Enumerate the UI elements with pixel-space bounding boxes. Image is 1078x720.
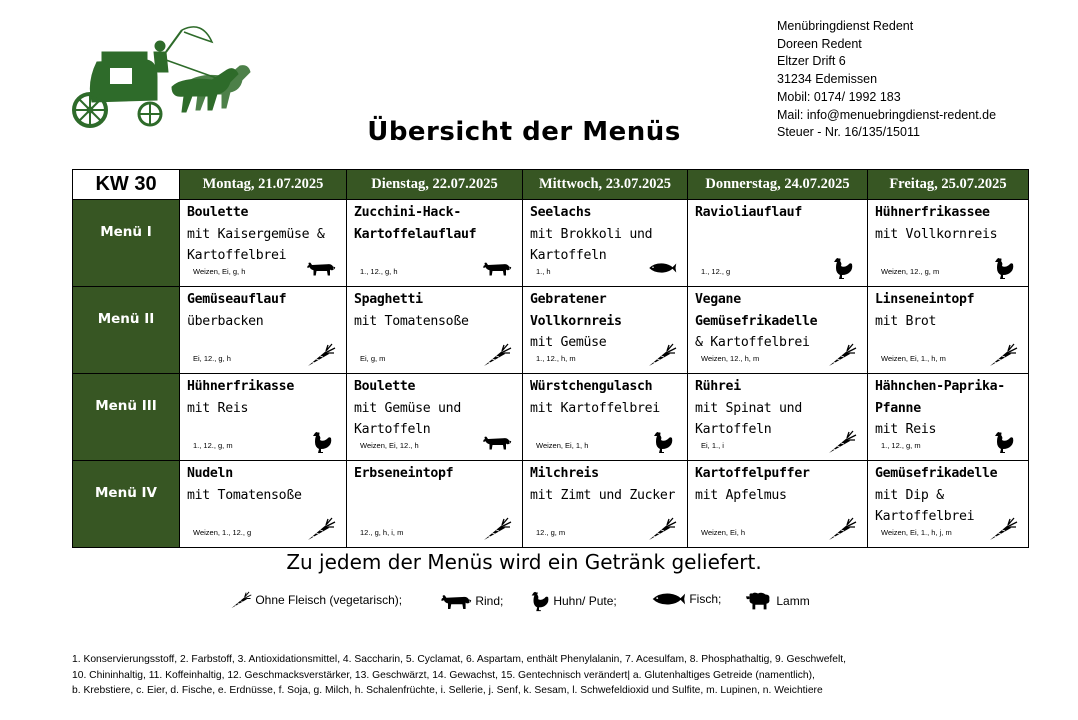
legend-item-lamb — [745, 590, 810, 612]
dish-description: mit Spinat und Kartoffeln — [695, 400, 802, 437]
dish-title: Linseneintopf — [875, 292, 975, 307]
cow-icon — [482, 256, 512, 280]
menu-cell — [688, 287, 868, 374]
menu-cell — [180, 374, 347, 461]
allergen-codes: 1., 12., h, m — [536, 354, 576, 363]
dish-title: Gebratener Vollkornreis — [530, 292, 622, 329]
carrot-icon — [827, 430, 857, 454]
email: Mail: info@menuebringdienst-redent.de — [777, 107, 997, 122]
legend-label: Fisch; — [689, 592, 722, 606]
menu-cell — [180, 461, 347, 548]
allergen-codes: 12., g, h, i, m — [360, 528, 404, 537]
cow-icon — [482, 430, 512, 454]
allergen-codes: Weizen, Ei, 1, h — [536, 441, 589, 450]
week-label: KW 30 — [73, 170, 180, 200]
dish-title: Spaghetti — [354, 292, 423, 307]
dish-name — [354, 202, 518, 245]
dish-title: Kartoffelpuffer — [695, 466, 810, 481]
dish-name — [187, 463, 342, 506]
legend-item-beef — [440, 590, 503, 612]
menu-row-label: Menü II — [73, 287, 180, 374]
dish-name — [187, 376, 342, 419]
street: Eltzer Drift 6 — [777, 54, 846, 69]
drink-note: Zu jedem der Menüs wird ein Getränk geliefert. — [286, 550, 762, 574]
menu-cell — [868, 461, 1029, 548]
dish-description: mit Tomatensoße — [187, 487, 302, 503]
chicken-icon — [528, 590, 550, 612]
menu-row-label: Menü I — [73, 200, 180, 287]
dish-title: Gemüsefrikadelle — [875, 466, 998, 481]
menu-cell — [347, 461, 523, 548]
menu-cell — [347, 287, 523, 374]
menu-cell — [347, 200, 523, 287]
menu-row — [73, 287, 1029, 374]
dish-name — [354, 289, 518, 332]
dish-description: mit Tomatensoße — [354, 313, 469, 329]
allergen-codes: 1., h — [536, 267, 551, 276]
dish-name — [875, 289, 1024, 332]
dish-name — [530, 463, 683, 506]
day-header-wednesday: Mittwoch, 23.07.2025 — [523, 170, 688, 200]
menu-row — [73, 461, 1029, 548]
menu-cell — [523, 461, 688, 548]
menu-cell — [688, 461, 868, 548]
menu-cell — [180, 287, 347, 374]
dish-title: Nudeln — [187, 466, 233, 481]
carrot-icon — [482, 517, 512, 541]
allergen-codes: Weizen, Ei, 1., h, j, m — [881, 528, 952, 537]
day-header-friday: Freitag, 25.07.2025 — [868, 170, 1029, 200]
menu-table — [72, 169, 1029, 548]
legend-label: Ohne Fleisch (vegetarisch); — [255, 593, 403, 607]
dish-description: überbacken — [187, 313, 264, 329]
day-header-thursday: Donnerstag, 24.07.2025 — [688, 170, 868, 200]
dish-title: Boulette — [187, 205, 249, 220]
dish-title: Vegane Gemüsefrikadelle — [695, 292, 818, 329]
allergen-codes: 1., 12., g, m — [193, 441, 233, 450]
allergen-footnotes — [72, 652, 1032, 699]
legend-label: Huhn/ Pute; — [553, 594, 617, 608]
day-header-monday: Montag, 21.07.2025 — [180, 170, 347, 200]
allergen-codes: Weizen, Ei, g, h — [193, 267, 246, 276]
chicken-icon — [306, 430, 336, 454]
dish-title: Würstchengulasch — [530, 379, 653, 394]
allergen-codes: 1., 12., g, m — [881, 441, 921, 450]
dish-description: mit Brot — [875, 313, 937, 329]
carrot-icon — [647, 517, 677, 541]
tax-number: Steuer - Nr. 16/135/15011 — [777, 125, 920, 140]
legend-label: Lamm — [776, 594, 810, 608]
dish-name — [695, 463, 863, 506]
carrot-icon — [827, 517, 857, 541]
dish-title: Milchreis — [530, 466, 599, 481]
dish-title: Hähnchen-Paprika-Pfanne — [875, 379, 1005, 416]
page-title: Übersicht der Menüs — [367, 117, 681, 147]
fish-icon — [650, 590, 686, 608]
menu-cell — [180, 200, 347, 287]
dish-title: Hühnerfrikassee — [875, 205, 990, 220]
dish-description: mit Apfelmus — [695, 487, 787, 503]
menu-row-label: Menü IV — [73, 461, 180, 548]
dish-description: mit Kartoffelbrei — [530, 400, 660, 416]
footnote-line: 1. Konservierungsstoff, 2. Farbstoff, 3. Antioxidationsmittel, 4. Saccharin, 5. Cyclamat, 6. Aspartam, enthält Phenylalanin, 7. Acesulfam, 8. Phosphathaltig, 9. Geschwefelt, — [72, 654, 847, 665]
allergen-codes: Ei, 12., g, h — [193, 354, 231, 363]
allergen-codes: Weizen, 1., 12., g — [193, 528, 252, 537]
legend-item-fish — [650, 590, 721, 608]
city: 31234 Edemissen — [777, 72, 878, 87]
menu-cell — [868, 374, 1029, 461]
chicken-icon — [988, 430, 1018, 454]
cow-icon — [440, 590, 472, 612]
footnote-line: 10. Chininhaltig, 11. Koffeinhaltig, 12. Geschmacksverstärker, 13. Geschwärzt, 14. Gewachst, 15. Gentechnisch verändert| a. Glutenhaltiges Getreide (namentlich), — [72, 669, 815, 681]
day-header-tuesday: Dienstag, 22.07.2025 — [347, 170, 523, 200]
allergen-codes: Ei, 1., i — [701, 441, 724, 450]
dish-name — [695, 202, 863, 224]
allergen-codes: 1., 12., g, h — [360, 267, 398, 276]
carrot-icon — [647, 343, 677, 367]
allergen-codes: Weizen, 12., h, m — [701, 354, 760, 363]
menu-cell — [347, 374, 523, 461]
menu-cell — [523, 200, 688, 287]
dish-title: Erbseneintopf — [354, 466, 454, 481]
carrot-icon — [482, 343, 512, 367]
allergen-codes: Ei, g, m — [360, 354, 386, 363]
menu-cell — [523, 287, 688, 374]
carrot-icon — [988, 517, 1018, 541]
footnote-line: b. Krebstiere, c. Eier, d. Fische, e. Erdnüsse, f. Soja, g. Milch, h. Schalenfrüchte, i. Sellerie, j. Senf, k. Sesam, l. Schwefeldioxid und Sulfite, m. Lupinen, n. Weichtiere — [72, 685, 823, 696]
dish-title: Seelachs — [530, 205, 592, 220]
allergen-codes: Weizen, Ei, 12., h — [360, 441, 419, 450]
allergen-codes: 12., g, m — [536, 528, 566, 537]
carrot-icon — [230, 590, 252, 610]
header-row — [73, 170, 1029, 200]
lamb-icon — [745, 590, 773, 612]
dish-title: Zucchini-Hack-Kartoffelauflauf — [354, 205, 477, 242]
owner-name: Doreen Redent — [777, 36, 862, 51]
menu-row — [73, 200, 1029, 287]
menu-row — [73, 374, 1029, 461]
cow-icon — [306, 256, 336, 280]
dish-description: mit Reis — [875, 422, 937, 437]
dish-name — [875, 202, 1024, 245]
dish-description: mit Reis — [187, 400, 249, 416]
allergen-codes: Weizen, Ei, h — [701, 528, 746, 537]
dish-description: & Kartoffelbrei — [695, 335, 810, 350]
fish-icon — [647, 256, 677, 280]
legend-item-poultry — [528, 590, 617, 612]
dish-description: mit Kaisergemüse & Kartoffelbrei — [187, 226, 325, 263]
dish-description: mit Gemüse — [530, 335, 607, 350]
dish-description: mit Brokkoli und Kartoffeln — [530, 226, 653, 263]
chicken-icon — [827, 256, 857, 280]
dish-title: Gemüseauflauf — [187, 292, 287, 307]
menu-cell — [688, 200, 868, 287]
menu-cell — [868, 287, 1029, 374]
chicken-icon — [988, 256, 1018, 280]
carrot-icon — [827, 343, 857, 367]
carrot-icon — [988, 343, 1018, 367]
dish-description: mit Zimt und Zucker — [530, 487, 676, 503]
carrot-icon — [306, 517, 336, 541]
mobile: Mobil: 0174/ 1992 183 — [777, 89, 901, 104]
dish-name — [187, 289, 342, 332]
dish-name — [530, 376, 683, 419]
carrot-icon — [306, 343, 336, 367]
allergen-codes: 1., 12., g — [701, 267, 731, 276]
company-name: Menübringdienst Redent — [777, 19, 914, 33]
dish-title: Rührei — [695, 379, 741, 394]
menu-row-label: Menü III — [73, 374, 180, 461]
dish-name — [354, 463, 518, 485]
dish-description: mit Gemüse und Kartoffeln — [354, 400, 461, 437]
allergen-codes: Weizen, Ei, 1., h, m — [881, 354, 946, 363]
dish-title: Ravioliauflauf — [695, 205, 802, 220]
dish-description: mit Dip & Kartoffelbrei — [875, 487, 975, 524]
dish-title: Hühnerfrikasse — [187, 379, 294, 394]
chicken-icon — [647, 430, 677, 454]
dish-description: mit Vollkornreis — [875, 226, 998, 242]
dish-title: Boulette — [354, 379, 416, 394]
legend-label: Rind; — [475, 594, 504, 608]
legend-item-vegetarian — [230, 590, 402, 610]
menu-cell — [523, 374, 688, 461]
allergen-codes: Weizen, 12., g, m — [881, 267, 940, 276]
menu-cell — [688, 374, 868, 461]
menu-cell — [868, 200, 1029, 287]
